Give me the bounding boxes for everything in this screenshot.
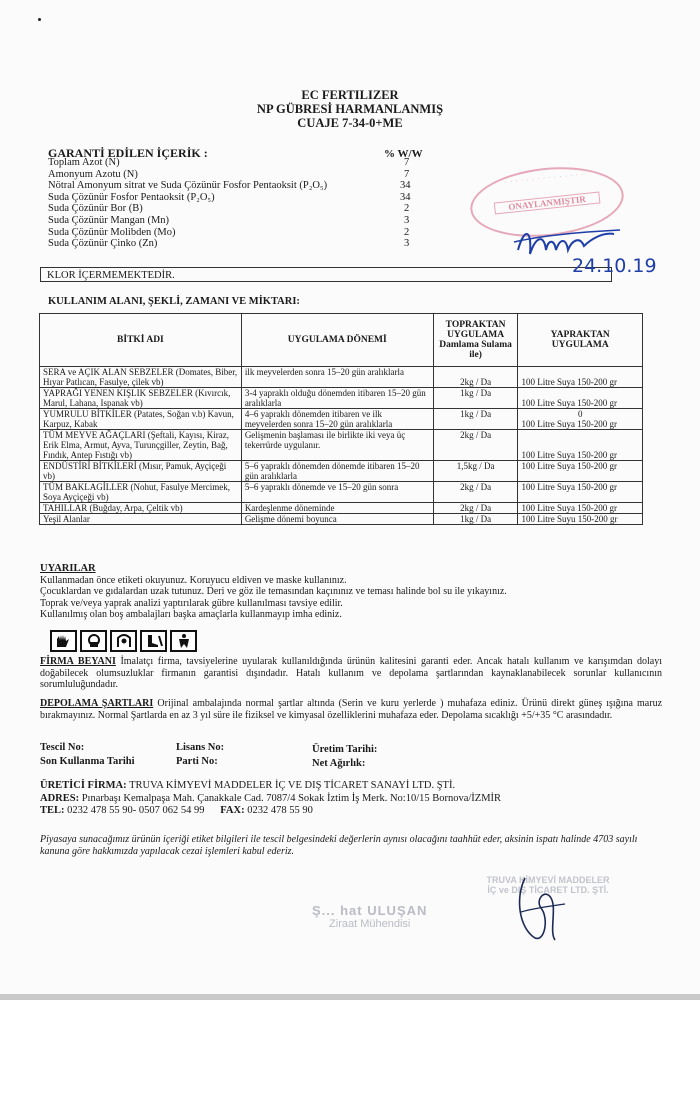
cell-plant: TÜM BAKLAGİLLER (Nohut, Fasulye Mercimek, Soya Ayçiçeği vb) <box>40 482 242 503</box>
company-statement <box>40 656 662 691</box>
table-row <box>40 514 643 525</box>
scan-speck <box>38 18 41 21</box>
cell-plant: YUMRULU BİTKİLER (Patates, Soğan v.b) Kavun, Karpuz, Kabak <box>40 409 242 430</box>
cell-soil: 2kg / Da <box>433 430 518 461</box>
cell-plant: ENDÜSTİRİ BİTKİLERİ (Mısır, Pamuk, Ayçiçeği vb) <box>40 461 242 482</box>
warnings-title: UYARILAR <box>40 563 96 574</box>
ingredient-row <box>48 238 408 250</box>
mask-pictogram-icon <box>80 630 107 652</box>
cell-period: Gelişmenin başlaması ile birlikte iki veya üç tekerrürde uygulanır. <box>241 430 433 461</box>
cell-period: 3-4 yapraklı olduğu dönemden itibaren 15–20 gün aralıklarla <box>241 388 433 409</box>
ingredient-value: 7 <box>404 157 410 168</box>
cell-soil: 1,5kg / Da <box>433 461 518 482</box>
header-line-2: NP GÜBRESİ HARMANLANMIŞ <box>256 102 444 116</box>
cell-plant: TAHILLAR (Buğday, Arpa, Çeltik vb) <box>40 503 242 514</box>
ingredients-title: GARANTİ EDİLEN İÇERİK : <box>48 146 208 160</box>
cell-plant: YAPRAĞI YENEN KIŞLIK SEBZELER (Kıvırcık, Marul, Lahana, Ispanak vb) <box>40 388 242 409</box>
company-statement-text: İmalatçı firma, tavsiyelerine uyularak kullanıldığında ürünün kalitesini garanti eder. Ancak hatalı kullanım ve karışımdan dolayı doğabilecek olumsuzluklar firmanın garantisi dışındadır. Hatalı kullanım ve depolama şartlarından kaynaklanabilecek sorunlar kullanıcının sorumluluğundadır. <box>40 656 663 691</box>
storage-title: DEPOLAMA ŞARTLARI <box>40 698 154 709</box>
stamp-approved-text: ONAYLANMIŞTIR <box>494 191 601 214</box>
storage-conditions <box>40 698 662 721</box>
header-line-1: EC FERTILIZER <box>301 88 399 102</box>
ingredient-name: Suda Çözünür Molibden (Mo) <box>48 226 176 238</box>
cell-plant: Yeşil Alanlar <box>40 514 242 525</box>
company-stamp-line1: TRUVA KİMYEVİ MADDELER <box>486 875 610 885</box>
col-soil-title: TOPRAKTAN UYGULAMA <box>445 320 506 340</box>
ingredient-row <box>48 227 408 239</box>
usage-header-row <box>40 314 643 367</box>
producer-line <box>40 780 501 793</box>
engineer-role: Ziraat Mühendisi <box>329 918 411 930</box>
face-shield-pictogram-icon <box>110 630 137 652</box>
tel-value: 0232 478 55 90- 0507 062 54 99 <box>67 805 205 816</box>
engineer-stamp <box>312 903 427 930</box>
ingredient-value: 34 <box>400 191 411 203</box>
table-row <box>40 503 643 514</box>
ingredient-name: Suda Çözünür Çinko (Zn) <box>48 238 158 250</box>
col-plant: BİTKİ ADI <box>40 314 242 367</box>
registration-no-label: Tescil No: <box>40 742 85 753</box>
batch-no-label: Parti No: <box>176 756 218 767</box>
table-row <box>40 482 643 503</box>
table-row <box>40 388 643 409</box>
cell-leaf <box>518 409 643 430</box>
warning-line: Kullanmadan önce etiketi okuyunuz. Koruyucu eldiven ve maske kullanınız. <box>40 574 347 586</box>
producer-label: ÜRETİCİ FİRMA: <box>40 780 127 791</box>
contact-line <box>40 805 501 818</box>
producer-name: TRUVA KİMYEVİ MADDELER İÇ VE DIŞ TİCARET SANAYİ LTD. ŞTİ. <box>129 780 456 791</box>
ingredient-value: 7 <box>404 168 410 180</box>
col-leaf: YAPRAKTAN UYGULAMA <box>518 314 643 367</box>
warning-line: Toprak ve/veya yaprak analizi yaptırılarak gübre kullanılması tavsiye edilir. <box>40 597 343 609</box>
cell-soil: 2kg / Da <box>433 367 518 388</box>
ingredient-value: 2 <box>404 203 410 215</box>
cell-period: ilk meyvelerden sonra 15–20 gün aralıklarla <box>241 367 433 388</box>
license-no-label: Lisans No: <box>176 742 225 753</box>
document-header <box>0 88 700 130</box>
col-soil <box>433 314 518 367</box>
ingredient-value: 3 <box>404 238 410 250</box>
cell-soil: 1kg / Da <box>433 514 518 525</box>
ingredients-unit: % W/W <box>384 148 423 160</box>
table-row <box>40 430 643 461</box>
commitment-note: Piyasaya sunacağımız ürünün içeriği etiket bilgileri ile tescil belgesindeki değerlerin aynısı olacağını taahhüt eder, aksinin ispatı halinde 4703 sayılı kanuna göre hakkımızda yapılacak cezai işlemleri kabul ederiz. <box>40 834 638 857</box>
ingredient-row <box>48 215 408 227</box>
engineer-name: Ş... hat ULUŞAN <box>312 903 428 918</box>
address-label: ADRES: <box>40 792 80 804</box>
fax-value: 0232 478 55 90 <box>247 805 313 816</box>
cell-leaf-value: 100 Litre Suya 150-200 gr <box>521 419 617 429</box>
cell-leaf: 100 Litre Suya 150-200 gr <box>518 461 643 482</box>
ingredient-name: Suda Çözünür Fosfor Pentaoksit (P₂O₅) <box>48 191 215 203</box>
col-period: UYGULAMA DÖNEMİ <box>241 314 433 367</box>
expiry-date-label: Son Kullanma Tarihi <box>40 756 135 767</box>
ingredient-name: Nötral Amonyum sitrat ve Suda Çözünür Fosfor Pentaoksit (P₂O₅) <box>48 180 328 192</box>
ingredient-value: 3 <box>404 214 410 226</box>
company-signature <box>505 868 575 948</box>
warning-line: Kullanılmış olan boş ambalajları başka amaçlarla kullanmayıp imha ediniz. <box>40 609 342 620</box>
cell-leaf-top: 0 <box>577 409 583 419</box>
chlorine-free-box: KLOR İÇERMEMEKTEDİR. <box>40 267 612 282</box>
ingredient-row <box>48 180 411 192</box>
cell-plant: SERA ve AÇIK ALAN SEBZELER (Domates, Biber, Hıyar Patlıcan, Fasulye, çilek vb) <box>40 367 242 388</box>
cell-soil: 2kg / Da <box>433 482 518 503</box>
cell-soil: 2kg / Da <box>433 503 518 514</box>
ingredient-row <box>48 191 411 204</box>
address-line <box>40 793 501 806</box>
usage-table <box>39 313 643 525</box>
ingredient-name: Toplam Azot (N) <box>48 157 120 168</box>
company-stamp-line2: İÇ ve DIŞ TİCARET LTD. ŞTİ. <box>487 884 609 895</box>
stamp-ring: · · · · · · · · · · · · · · · <box>504 171 585 187</box>
table-row <box>40 367 643 388</box>
header-line-3: CUAJE 7-34-0+ME <box>297 116 403 130</box>
col-soil-sub: Damlama Sulama ile) <box>439 340 512 360</box>
ingredients-list <box>48 157 411 250</box>
cell-period: 4–6 yapraklı dönemden itibaren ve ilk meyvelerden sonra 15–20 gün aralıklarla <box>241 409 433 430</box>
cell-leaf: 100 Litre Suyu 150-200 gr <box>518 514 643 525</box>
warnings-section <box>40 563 660 621</box>
tel-label: TEL: <box>40 805 65 816</box>
safety-pictograms <box>50 630 197 652</box>
cell-plant: TÜM MEYVE AĞAÇLARI (Şeftali, Kayısı, Kiraz, Erik Elma, Armut, Ayva, Turunçgiller, Zeytin, Bağ, Fındık, Antep Fıstığı vb) <box>40 430 242 461</box>
net-weight-label: Net Ağırlık: <box>312 758 366 769</box>
cell-leaf: 100 Litre Suya 150-200 gr <box>518 430 643 461</box>
fax-label: FAX: <box>220 805 245 816</box>
ingredient-value: 2 <box>404 226 410 238</box>
cell-period: Kardeşlenme döneminde <box>241 503 433 514</box>
ingredient-value: 34 <box>400 180 411 192</box>
ingredient-name: Amonyum Azotu (N) <box>48 168 138 180</box>
handwritten-signature-date <box>510 210 670 280</box>
gloves-pictogram-icon <box>50 630 77 652</box>
table-row <box>40 409 643 430</box>
cell-period: 5–6 yapraklı dönemde ve 15–20 gün sonra <box>241 482 433 503</box>
table-row <box>40 461 643 482</box>
coverall-pictogram-icon <box>170 630 197 652</box>
cell-leaf: 100 Litre Suya 150-200 gr <box>518 367 643 388</box>
warning-line: Çocuklardan ve gıdalardan uzak tutunuz. Deri ve göz ile temasından kaçınınız ve teması halinde bol su ile yıkayınız. <box>40 586 507 597</box>
ingredient-name: Suda Çözünür Bor (B) <box>48 203 143 215</box>
producer-block <box>40 780 501 818</box>
address-text: Pınarbaşı Kemalpaşa Mah. Çanakkale Cad. 7087/4 Sokak İztim İş Merk. No:10/15 Bornova/İZMİR <box>81 792 502 804</box>
cell-leaf: 100 Litre Suya 150-200 gr <box>518 503 643 514</box>
ingredient-row <box>48 203 408 215</box>
cell-period: 5–6 yapraklı dönemden dönemde itibaren 15–20 gün aralıklarla <box>241 461 433 482</box>
usage-title: KULLANIM ALANI, ŞEKLİ, ZAMANI VE MİKTARI: <box>48 296 300 307</box>
ingredient-row <box>48 169 408 181</box>
storage-text: Orijinal ambalajında normal şartlar altında (Serin ve kuru yerlerde ) muhafaza ediniz. Ürünü direkt güneş ışığına maruz bırakmayınız. Normal Şartlarda en az 3 yıl süre ile fiziksel ve kimyasal özelliklerini muhafaza eder. Depolama sıcaklığı +5/+35 °C arasındadır. <box>40 698 663 721</box>
company-statement-title: FİRMA BEYANI <box>40 656 116 667</box>
ingredient-name: Suda Çözünür Mangan (Mn) <box>48 214 170 226</box>
handwritten-date: 24.10.19 <box>572 255 657 277</box>
cell-soil: 1kg / Da <box>433 409 518 430</box>
cell-period: Gelişme dönemi boyunca <box>241 514 433 525</box>
boots-pictogram-icon <box>140 630 167 652</box>
production-date-label: Üretim Tarihi: <box>312 744 378 755</box>
cell-soil: 1kg / Da <box>433 388 518 409</box>
cell-leaf: 100 Litre Suya 150-200 gr <box>518 482 643 503</box>
ingredient-row <box>48 157 408 169</box>
cell-leaf: 100 Litre Suya 150-200 gr <box>518 388 643 409</box>
